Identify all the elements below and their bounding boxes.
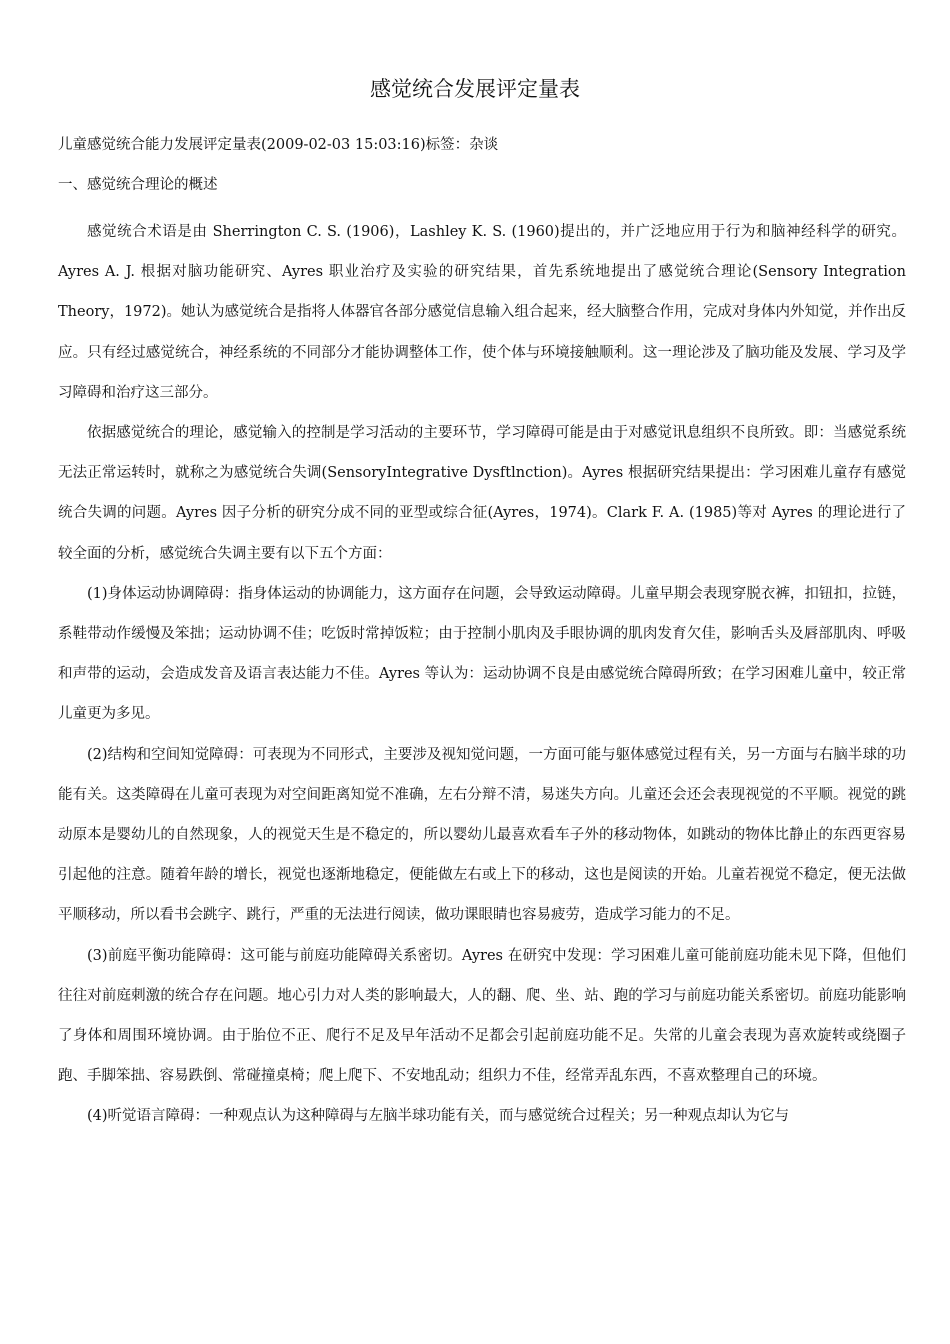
- paragraph-theory: 依据感觉统合的理论，感觉输入的控制是学习活动的主要环节，学习障碍可能是由于对感觉讯息组织不良所致。即：当感觉系统无法正常运转时，就称之为感觉统合失调(SensoryIntegrative Dysftlnction)。Ayres 根据研究结果提出：学习困难儿童存有感觉统合失调的问题。Ayres 因子分析的研究分成不同的亚型或综合征(Ayres，1974)。Clark F. A. (1985)等对 Ayres 的理论进行了较全面的分析，感觉统合失调主要有以下五个方面：: [58, 425, 906, 562]
- paragraph-intro: 感觉统合术语是由 Sherrington C. S. (1906)，Lashley K. S. (1960)提出的，并广泛地应用于行为和脑神经科学的研究。Ayres A. J. 根据对脑功能研究、Ayres 职业治疗及实验的研究结果，首先系统地提出了感觉统合理论(Sensory Integration Theory，1972)。她认为感觉统合是指将人体器官各部分感觉信息输入组合起来，经大脑整合作用，完成对身体内外知觉，并作出反应。只有经过感觉统合，神经系统的不同部分才能协调整体工作，使个体与环境接触顺利。这一理论涉及了脑功能及发展、学习及学习障碍和治疗这三部分。: [58, 224, 906, 401]
- document-body: [58, 212, 906, 1137]
- document-subtitle: 儿童感觉统合能力发展评定量表(2009-02-03 15:03:16)标签：杂谈: [58, 137, 499, 153]
- document-title: 感觉统合发展评定量表: [370, 77, 580, 101]
- paragraph-spatial-perception: (2)结构和空间知觉障碍：可表现为不同形式，主要涉及视知觉问题，一方面可能与躯体感觉过程有关，另一方面与右脑半球的功能有关。这类障碍在儿童可表现为对空间距离知觉不准确，左右分辩不清，易迷失方向。儿童还会还会表现视觉的不平顺。视觉的跳动原本是婴幼儿的自然现象，人的视觉天生是不稳定的，所以婴幼儿最喜欢看车子外的移动物体，如跳动的物体比静止的东西更容易引起他的注意。随着年龄的增长，视觉也逐渐地稳定，便能做左右或上下的移动，这也是阅读的开始。儿童若视觉不稳定，便无法做平顺移动，所以看书会跳字、跳行，严重的无法进行阅读，做功课眼睛也容易疲劳，造成学习能力的不足。: [58, 746, 906, 924]
- paragraph-vestibular-balance: (3)前庭平衡功能障碍：这可能与前庭功能障碍关系密切。Ayres 在研究中发现：学习困难儿童可能前庭功能未见下降，但他们往往对前庭刺激的统合存在问题。地心引力对人类的影响最大，人的翻、爬、坐、站、跑的学习与前庭功能关系密切。前庭功能影响了身体和周围环境协调。由于胎位不正、爬行不足及早年活动不足都会引起前庭功能不足。失常的儿童会表现为喜欢旋转或绕圈子跑、手脚笨拙、容易跌倒、常碰撞桌椅；爬上爬下、不安地乱动；组织力不佳，经常弄乱东西，不喜欢整理自己的环境。: [58, 947, 906, 1085]
- paragraph-motor-coordination: (1)身体运动协调障碍：指身体运动的协调能力，这方面存在问题，会导致运动障碍。儿童早期会表现穿脱衣裤，扣钮扣，拉链，系鞋带动作缓慢及笨拙；运动协调不佳；吃饭时常掉饭粒；由于控制小肌肉及手眼协调的肌肉发育欠佳，影响舌头及唇部肌肉、呼吸和声带的运动，会造成发音及语言表达能力不佳。Ayres 等认为：运动协调不良是由感觉统合障碍所致；在学习困难儿童中，较正常儿童更为多见。: [58, 585, 906, 723]
- paragraph-auditory-language: (4)听觉语言障碍：一种观点认为这种障碍与左脑半球功能有关，而与感觉统合过程关；另一种观点却认为它与: [87, 1108, 790, 1125]
- section-heading: 一、感觉统合理论的概述: [58, 177, 218, 193]
